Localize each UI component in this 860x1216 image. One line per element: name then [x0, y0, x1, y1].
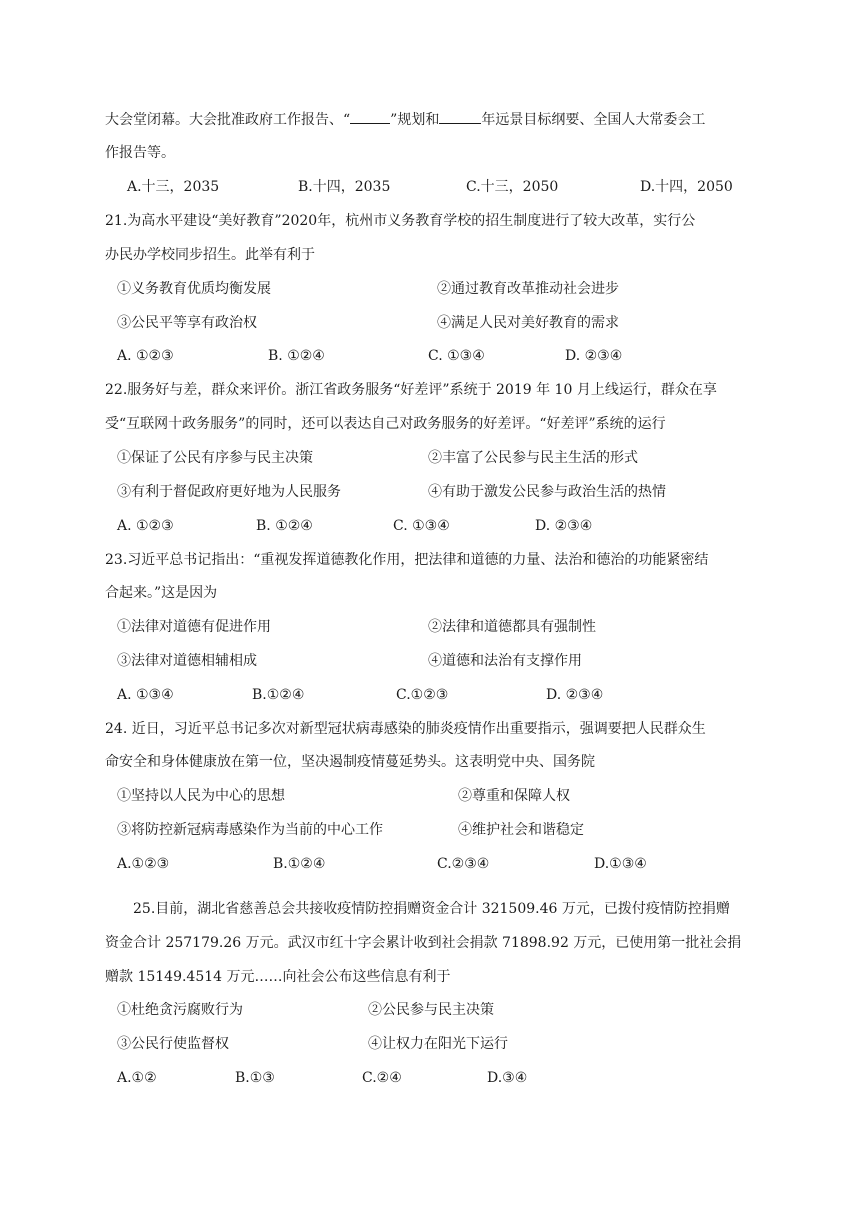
q21-stem-line-1: 21.为高水平建设“美好教育”2020年，杭州市义务教育学校的招生制度进行了较大改革，实行公	[105, 213, 696, 229]
q20-option-a: A.十三，2035	[127, 179, 220, 195]
q22-stem-line-1: 22.服务好与差，群众来评价。浙江省政务服务“好差评”系统于 2019 年 10 月上线运行，群众在享	[105, 382, 717, 398]
q25-stem-line-1: 25.目前，湖北省慈善总会共接收疫情防控捐赠资金合计 321509.46 万元，已拨付疫情防控捐赠	[133, 901, 730, 917]
q23-option-a: A. ①③④	[117, 687, 174, 703]
q22-item-3: ③有利于督促政府更好地为人民服务	[117, 484, 341, 500]
q21-option-a: A. ①②③	[117, 348, 174, 364]
q20-stem-line-2: 作报告等。	[105, 145, 175, 161]
q22-item-2: ②丰富了公民参与民主生活的形式	[428, 450, 638, 466]
q24-item-1: ①坚持以人民为中心的思想	[117, 788, 285, 804]
q25-stem-line-3: 赠款 15149.4514 万元……向社会公布这些信息有利于	[105, 969, 451, 985]
q23-item-1: ①法律对道德有促进作用	[117, 619, 271, 635]
q23-stem-line-1: 23.习近平总书记指出：“重视发挥道德教化作用，把法律和道德的力量、法治和德治的功能紧密结	[105, 552, 709, 568]
q21-item-4: ④满足人民对美好教育的需求	[437, 315, 619, 331]
blank-1	[350, 109, 390, 124]
q24-option-b: B.①②④	[273, 856, 326, 872]
q24-item-2: ②尊重和保障人权	[458, 788, 570, 804]
q24-item-4: ④维护社会和谐稳定	[458, 822, 584, 838]
q25-item-3: ③公民行使监督权	[117, 1036, 229, 1052]
q20-option-d: D.十四，2050	[640, 179, 733, 195]
q25-item-2: ②公民参与民主决策	[368, 1002, 494, 1018]
q22-item-4: ④有助于激发公民参与政治生活的热情	[428, 484, 666, 500]
q20-option-c: C.十三，2050	[466, 179, 559, 195]
q24-stem-line-2: 命安全和身体健康放在第一位，坚决遏制疫情蔓延势头。这表明党中央、国务院	[105, 754, 595, 770]
q21-option-c: C. ①③④	[428, 348, 485, 364]
q21-option-b: B. ①②④	[268, 348, 325, 364]
q21-item-2: ②通过教育改革推动社会进步	[437, 281, 619, 297]
q24-option-d: D.①③④	[594, 856, 647, 872]
q22-stem-line-2: 受“互联网十政务服务”的同时，还可以表达自己对政务服务的好差评。“好差评”系统的运行	[105, 416, 666, 432]
q25-option-a: A.①②	[117, 1070, 157, 1086]
q23-item-4: ④道德和法治有支撑作用	[428, 653, 582, 669]
q22-option-a: A. ①②③	[117, 518, 174, 534]
q22-option-b: B. ①②④	[256, 518, 313, 534]
q25-item-1: ①杜绝贪污腐败行为	[117, 1002, 243, 1018]
q24-option-a: A.①②③	[117, 856, 170, 872]
q22-option-c: C. ①③④	[393, 518, 450, 534]
q23-option-c: C.①②③	[396, 687, 449, 703]
q25-stem-line-2: 资金合计 257179.26 万元。武汉市红十字会累计收到社会捐款 71898.92 万元，已使用第一批社会捐	[105, 935, 742, 951]
q23-item-2: ②法律和道德都具有强制性	[428, 619, 596, 635]
q21-item-3: ③公民平等享有政治权	[117, 315, 257, 331]
q22-option-d: D. ②③④	[535, 518, 593, 534]
blank-2	[439, 109, 481, 124]
q25-item-4: ④让权力在阳光下运行	[368, 1036, 508, 1052]
q20-option-b: B.十四，2035	[298, 179, 391, 195]
q20-stem-line-1: 大会堂闭幕。大会批准政府工作报告、“ ”规划和 年远景目标纲要、全国人大常委会工	[105, 109, 705, 130]
q23-item-3: ③法律对道德相辅相成	[117, 653, 257, 669]
q25-option-c: C.②④	[362, 1070, 402, 1086]
q21-item-1: ①义务教育优质均衡发展	[117, 281, 271, 297]
q25-option-d: D.③④	[487, 1070, 528, 1086]
q23-stem-line-2: 合起来。”这是因为	[105, 585, 218, 601]
q24-stem-line-1: 24. 近日，习近平总书记多次对新型冠状病毒感染的肺炎疫情作出重要指示，强调要把人民群众生	[105, 721, 706, 737]
q22-item-1: ①保证了公民有序参与民主决策	[117, 450, 313, 466]
q23-option-d: D. ②③④	[546, 687, 604, 703]
q24-item-3: ③将防控新冠病毒感染作为当前的中心工作	[117, 822, 383, 838]
q21-stem-line-2: 办民办学校同步招生。此举有利于	[105, 247, 315, 263]
q21-option-d: D. ②③④	[565, 348, 623, 364]
q24-option-c: C.②③④	[437, 856, 490, 872]
q23-option-b: B.①②④	[252, 687, 305, 703]
q25-option-b: B.①③	[235, 1070, 275, 1086]
